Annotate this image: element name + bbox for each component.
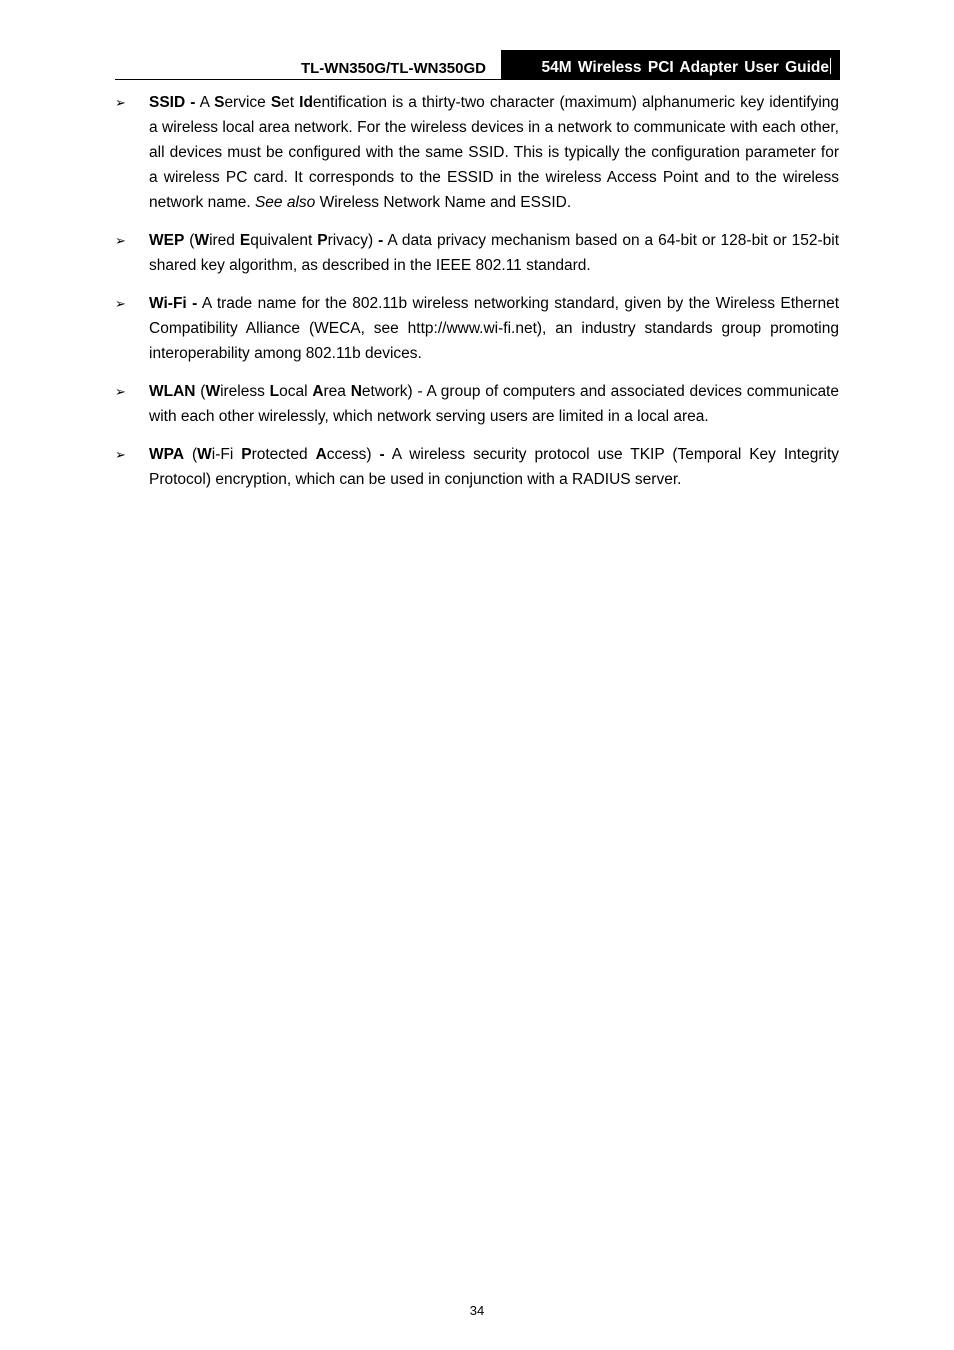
term-expansion: P bbox=[241, 446, 252, 463]
arrowhead-bullet-icon: ➢ bbox=[115, 234, 126, 249]
glossary-entry bbox=[115, 228, 839, 278]
glossary-term: WPA bbox=[149, 446, 185, 463]
glossary-definition: A bbox=[199, 94, 215, 111]
glossary-definition: A wireless security protocol use TKIP (Temporal Key Integrity Protocol) encryption, which can be used in conjunction with a RADIUS server. bbox=[149, 446, 839, 488]
term-expansion bbox=[385, 446, 392, 463]
glossary-definition: A data privacy mechanism based on a 64-bit or 128-bit or 152-bit shared key algorithm, as described in the IEEE 802.11 standard. bbox=[149, 232, 840, 274]
term-expansion: P bbox=[317, 232, 328, 249]
glossary-list bbox=[115, 90, 839, 505]
term-expansion: rea bbox=[323, 383, 351, 400]
term-expansion: quivalent bbox=[250, 232, 318, 249]
term-expansion: ( bbox=[191, 446, 198, 463]
header-title-box bbox=[501, 50, 840, 79]
header-model: TL-WN350G/TL-WN350GD bbox=[300, 60, 486, 77]
term-expansion: rivacy) bbox=[327, 232, 379, 249]
page-header bbox=[115, 50, 840, 80]
term-expansion: W bbox=[194, 232, 210, 249]
arrowhead-bullet-icon: ➢ bbox=[115, 96, 126, 111]
term-expansion: ocal bbox=[279, 383, 313, 400]
term-expansion: N bbox=[350, 383, 362, 400]
glossary-definition: ervice bbox=[224, 94, 271, 111]
glossary-entry bbox=[115, 379, 839, 429]
term-expansion: ccess) bbox=[326, 446, 380, 463]
term-expansion: ( bbox=[200, 383, 206, 400]
term-expansion: ireless bbox=[220, 383, 270, 400]
term-expansion: - bbox=[379, 446, 385, 463]
glossary-term: WEP bbox=[149, 232, 185, 249]
term-expansion: etwork) - bbox=[361, 383, 427, 400]
term-expansion: A bbox=[315, 446, 327, 463]
glossary-definition: See also bbox=[254, 194, 316, 211]
glossary-definition: entification is a thirty-two character (maximum) alphanumeric key identifying a wireless local area network. For the wireless devices in a network to communicate with each other, all devices must be configured with the same SSID. This is typically the configuration parameter for a wireless PC card. It corresponds to the ESSID in the wireless Access Point and to the wireless network name. bbox=[149, 94, 840, 211]
glossary-term: WLAN bbox=[149, 383, 196, 400]
glossary-definition: S bbox=[270, 94, 282, 111]
header-title: 54M Wireless PCI Adapter User Guide bbox=[541, 59, 829, 76]
glossary-entry bbox=[115, 442, 839, 492]
term-separator: - bbox=[192, 295, 198, 312]
term-separator: - bbox=[190, 94, 196, 111]
term-expansion: W bbox=[197, 446, 212, 463]
term-expansion: rotected bbox=[251, 446, 316, 463]
arrowhead-bullet-icon: ➢ bbox=[115, 297, 126, 312]
glossary-definition: et bbox=[281, 94, 300, 111]
arrowhead-bullet-icon: ➢ bbox=[115, 448, 126, 463]
glossary-definition: Id bbox=[299, 94, 313, 111]
glossary-entry bbox=[115, 291, 839, 366]
text-cursor-icon bbox=[830, 58, 831, 74]
glossary-definition: A trade name for the 802.11b wireless networking standard, given by the Wireless Ethernet Compatibility Alliance (WECA, see http://www.wi-fi.net), an industry standards group promoting interoperability among 802.11b devices. bbox=[149, 295, 840, 362]
glossary-term: SSID bbox=[149, 94, 186, 111]
term-expansion: ired bbox=[209, 232, 240, 249]
glossary-definition: A group of computers and associated devices communicate with each other wirelessly, which network serving users are limited in a local area. bbox=[149, 383, 839, 425]
glossary-entry bbox=[115, 90, 839, 215]
glossary-term: Wi-Fi bbox=[149, 295, 187, 312]
term-expansion: ( bbox=[189, 232, 195, 249]
term-expansion: E bbox=[239, 232, 251, 249]
term-expansion: W bbox=[205, 383, 221, 400]
glossary-definition: S bbox=[214, 94, 225, 111]
term-expansion: i-Fi bbox=[211, 446, 242, 463]
term-expansion: L bbox=[269, 383, 280, 400]
term-expansion: - bbox=[378, 232, 384, 249]
page-number: 34 bbox=[469, 1303, 485, 1318]
term-expansion: A bbox=[312, 383, 324, 400]
glossary-definition: Wireless Network Name and ESSID. bbox=[315, 194, 572, 211]
arrowhead-bullet-icon: ➢ bbox=[115, 385, 126, 400]
